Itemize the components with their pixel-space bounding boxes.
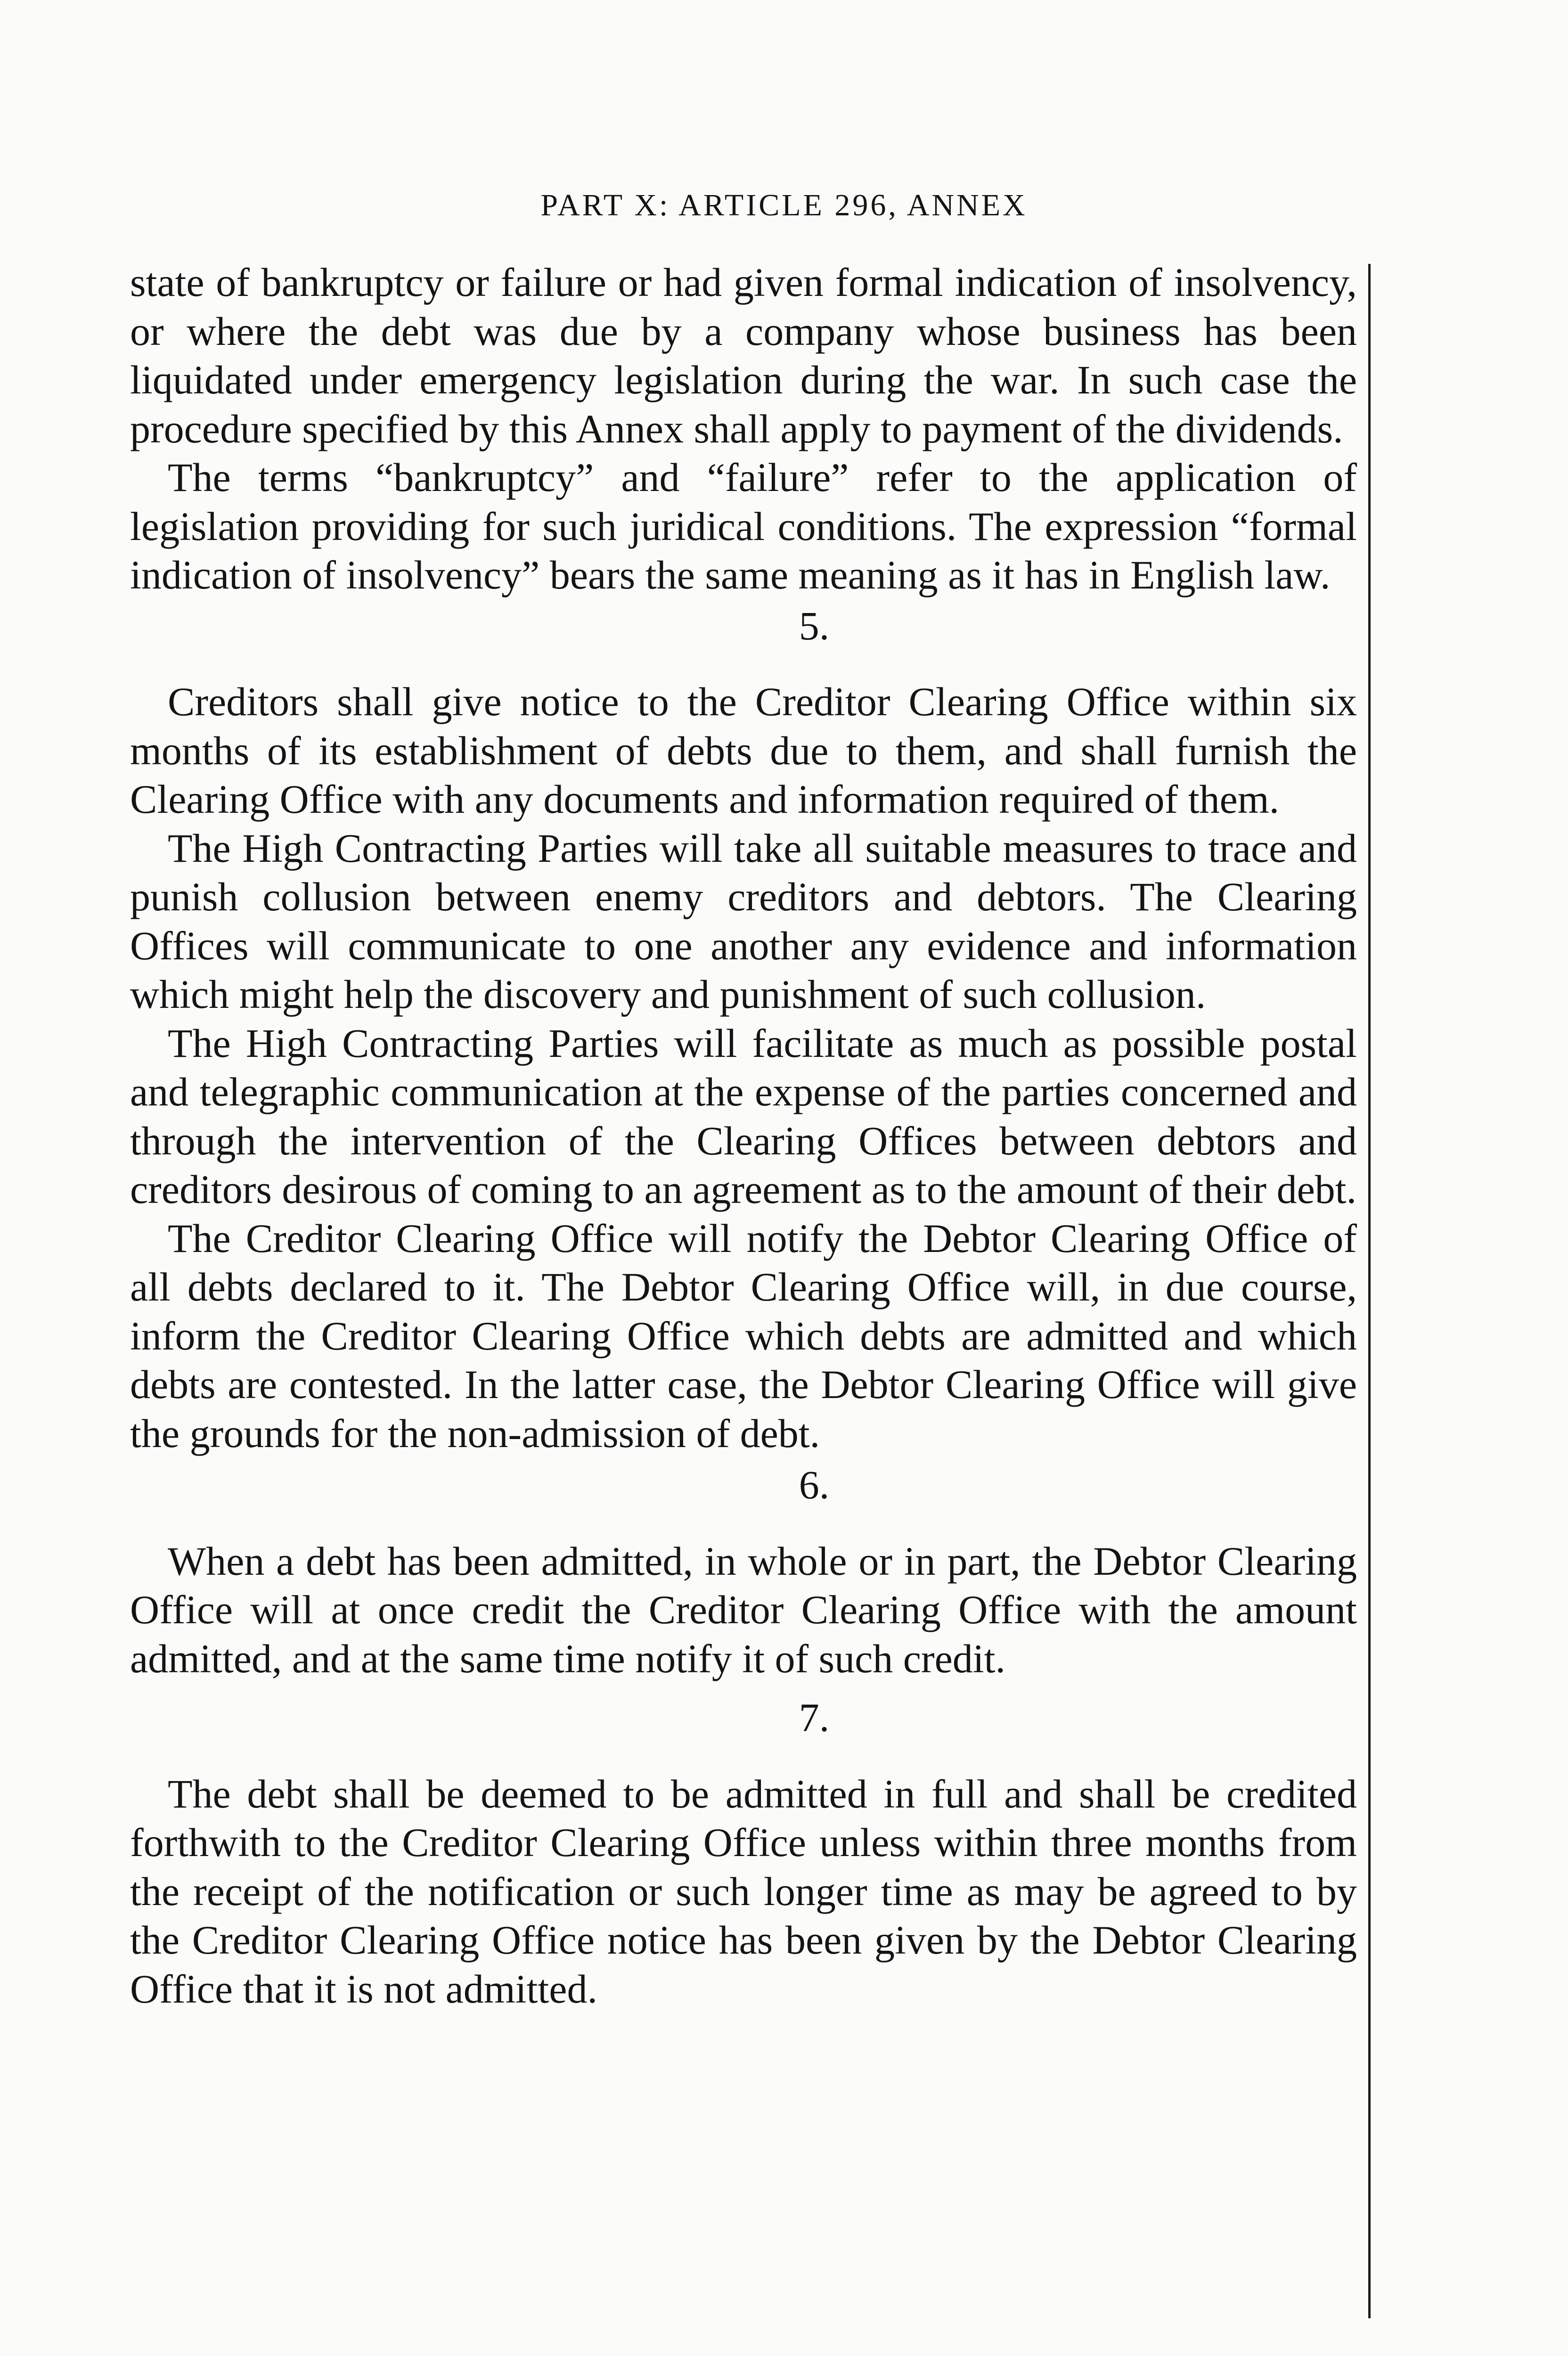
- section-number-7: 7.: [799, 1695, 830, 1740]
- paragraph-5-2: The High Contracting Parties will take all suitable measures to trace and punish collusion between enemy creditors and debtors. The Clearing Offices will communicate to one another any evidence and information which might help the discovery and punishment of such collusion.: [130, 825, 1357, 1017]
- article-text: [130, 258, 1357, 2013]
- paragraph-5-1: Creditors shall give notice to the Creditor Clearing Office within six months of its establishment of debts due to them, and shall furnish the Clearing Office with any documents and information required of them.: [130, 679, 1357, 822]
- running-head: PART X: ARTICLE 296, ANNEX: [540, 188, 1028, 222]
- paragraph-6-1: When a debt has been admitted, in whole or in part, the Debtor Clearing Office will at once credit the Creditor Clearing Office with the amount admitted, and at the same time notify it of such credit.: [130, 1538, 1357, 1681]
- section-number-6: 6.: [799, 1462, 830, 1507]
- section-number-5: 5.: [799, 603, 830, 648]
- paragraph-continuation: state of bankruptcy or failure or had given formal indication of insolvency, or where the debt was due by a company whose business has been liquidated under emergency legislation during the war. In such case the procedure specified by this Annex shall apply to payment of the dividends.: [130, 260, 1357, 451]
- paragraph-terms: The terms “bankruptcy” and “failure” refer to the application of legislation providing for such juridical conditions. The expression “formal indication of insolvency” bears the same meaning as it has in English law.: [130, 455, 1357, 597]
- paragraph-5-3: The High Contracting Parties will facilitate as much as possible postal and telegraphic communication at the expense of the parties concerned and through the intervention of the Clearing Offices between debtors and creditors desirous of coming to an agreement as to the amount of their debt.: [130, 1020, 1357, 1212]
- paragraph-5-4: The Creditor Clearing Office will notify the Debtor Clearing Office of all debts declared to it. The Debtor Clearing Office will, in due course, inform the Creditor Clearing Office which debts are admitted and which debts are contested. In the latter case, the Debtor Clearing Office will give the grounds for the non-admission of debt.: [130, 1215, 1357, 1456]
- margin-rule: [1368, 264, 1371, 2318]
- paragraph-7-1: The debt shall be deemed to be admitted in full and shall be credited forthwith to the Creditor Clearing Office unless within three months from the receipt of the notification or such longer time as may be agreed to by the Creditor Clearing Office notice has been given by the Debtor Clearing Office that it is not admitted.: [130, 1771, 1357, 2012]
